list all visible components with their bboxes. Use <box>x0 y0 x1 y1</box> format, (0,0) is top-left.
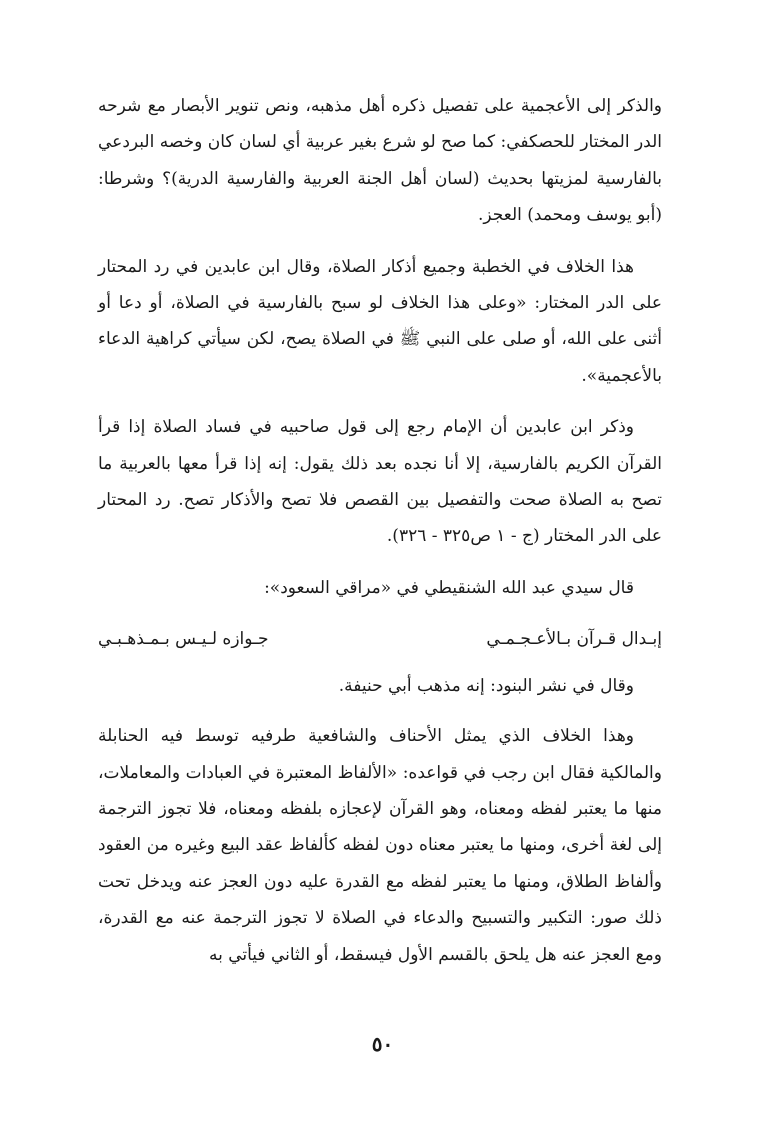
paragraph-1: والذكر إلى الأعجمية على تفصيل ذكره أهل مذهبه، ونص تنوير الأبصار مع شرحه الدر المختار للحصكفي: كما صح لو شرع بغير عربية أي لسان كان وخصه البردعي بالفارسية لمزيتها بحديث (لسان أهل الجنة العربية والفارسية الدرية)؟ وشرطا: (أبو يوسف ومحمد) العجز. <box>98 96 662 226</box>
paragraph-4: وهذا الخلاف الذي يمثل الأحناف والشافعية طرفيه توسط فيه الحنابلة والمالكية فقال ابن رجب في قواعده: «الألفاظ المعتبرة في العبادات والمعاملات، منها ما يعتبر لفظه ومعناه، وهو القرآن لإعجازه بلفظه ومعناه، فلا تجوز الترجمة إلى لغة أخرى، ومنها ما يعتبر معناه دون لفظه كألفاظ عقد البيع وغيره من العقود وألفاظ الطلاق، ومنها ما يعتبر لفظه مع القدرة عليه دون العجز عنه ويدخل تحت ذلك صور: التكبير والتسبيح والدعاء في الصلاة لا تجوز الترجمة عنه مع القدرة، ومع العجز عنه هل يلحق بالقسم الأول فيسقط، أو الثاني فيأتي به <box>98 726 662 965</box>
page-body <box>98 88 662 988</box>
verse-second-hemistich: جـوازه لـيـس بـمـذهـبـي <box>98 629 269 650</box>
paragraph-3: وذكر ابن عابدين أن الإمام رجع إلى قول صاحبيه في فساد الصلاة إذا قرأ القرآن الكريم بالفارسية، إلا أنا نجده بعد ذلك يقول: إنه إذا قرأ معها بالعربية ما تصح به الصلاة صحت والتفصيل بين القصص فلا تصح والأذكار تصح. رد المحتار على الدر المختار (ج - ١ ص٣٢٥ - ٣٢٦). <box>98 417 662 547</box>
verse-intro: قال سيدي عبد الله الشنقيطي في «مراقي السعود»: <box>264 577 634 598</box>
page-number: ٥٠ <box>371 1032 394 1056</box>
paragraph-2: هذا الخلاف في الخطبة وجميع أذكار الصلاة، وقال ابن عابدين في رد المحتار على الدر المختار: «وعلى هذا الخلاف لو سبح بالفارسية في الصلاة، أو دعا أو أثنى على الله، أو صلى على النبي ﷺ في الصلاة يصح، لكن سيأتي كراهية الدعاء بالأعجمية». <box>98 256 662 386</box>
verse-first-hemistich: إبـدال قـرآن بـالأعـجـمـي <box>486 629 662 650</box>
source-line: وقال في نشر البنود: إنه مذهب أبي حنيفة. <box>338 675 634 696</box>
poetry-verse <box>98 621 662 657</box>
